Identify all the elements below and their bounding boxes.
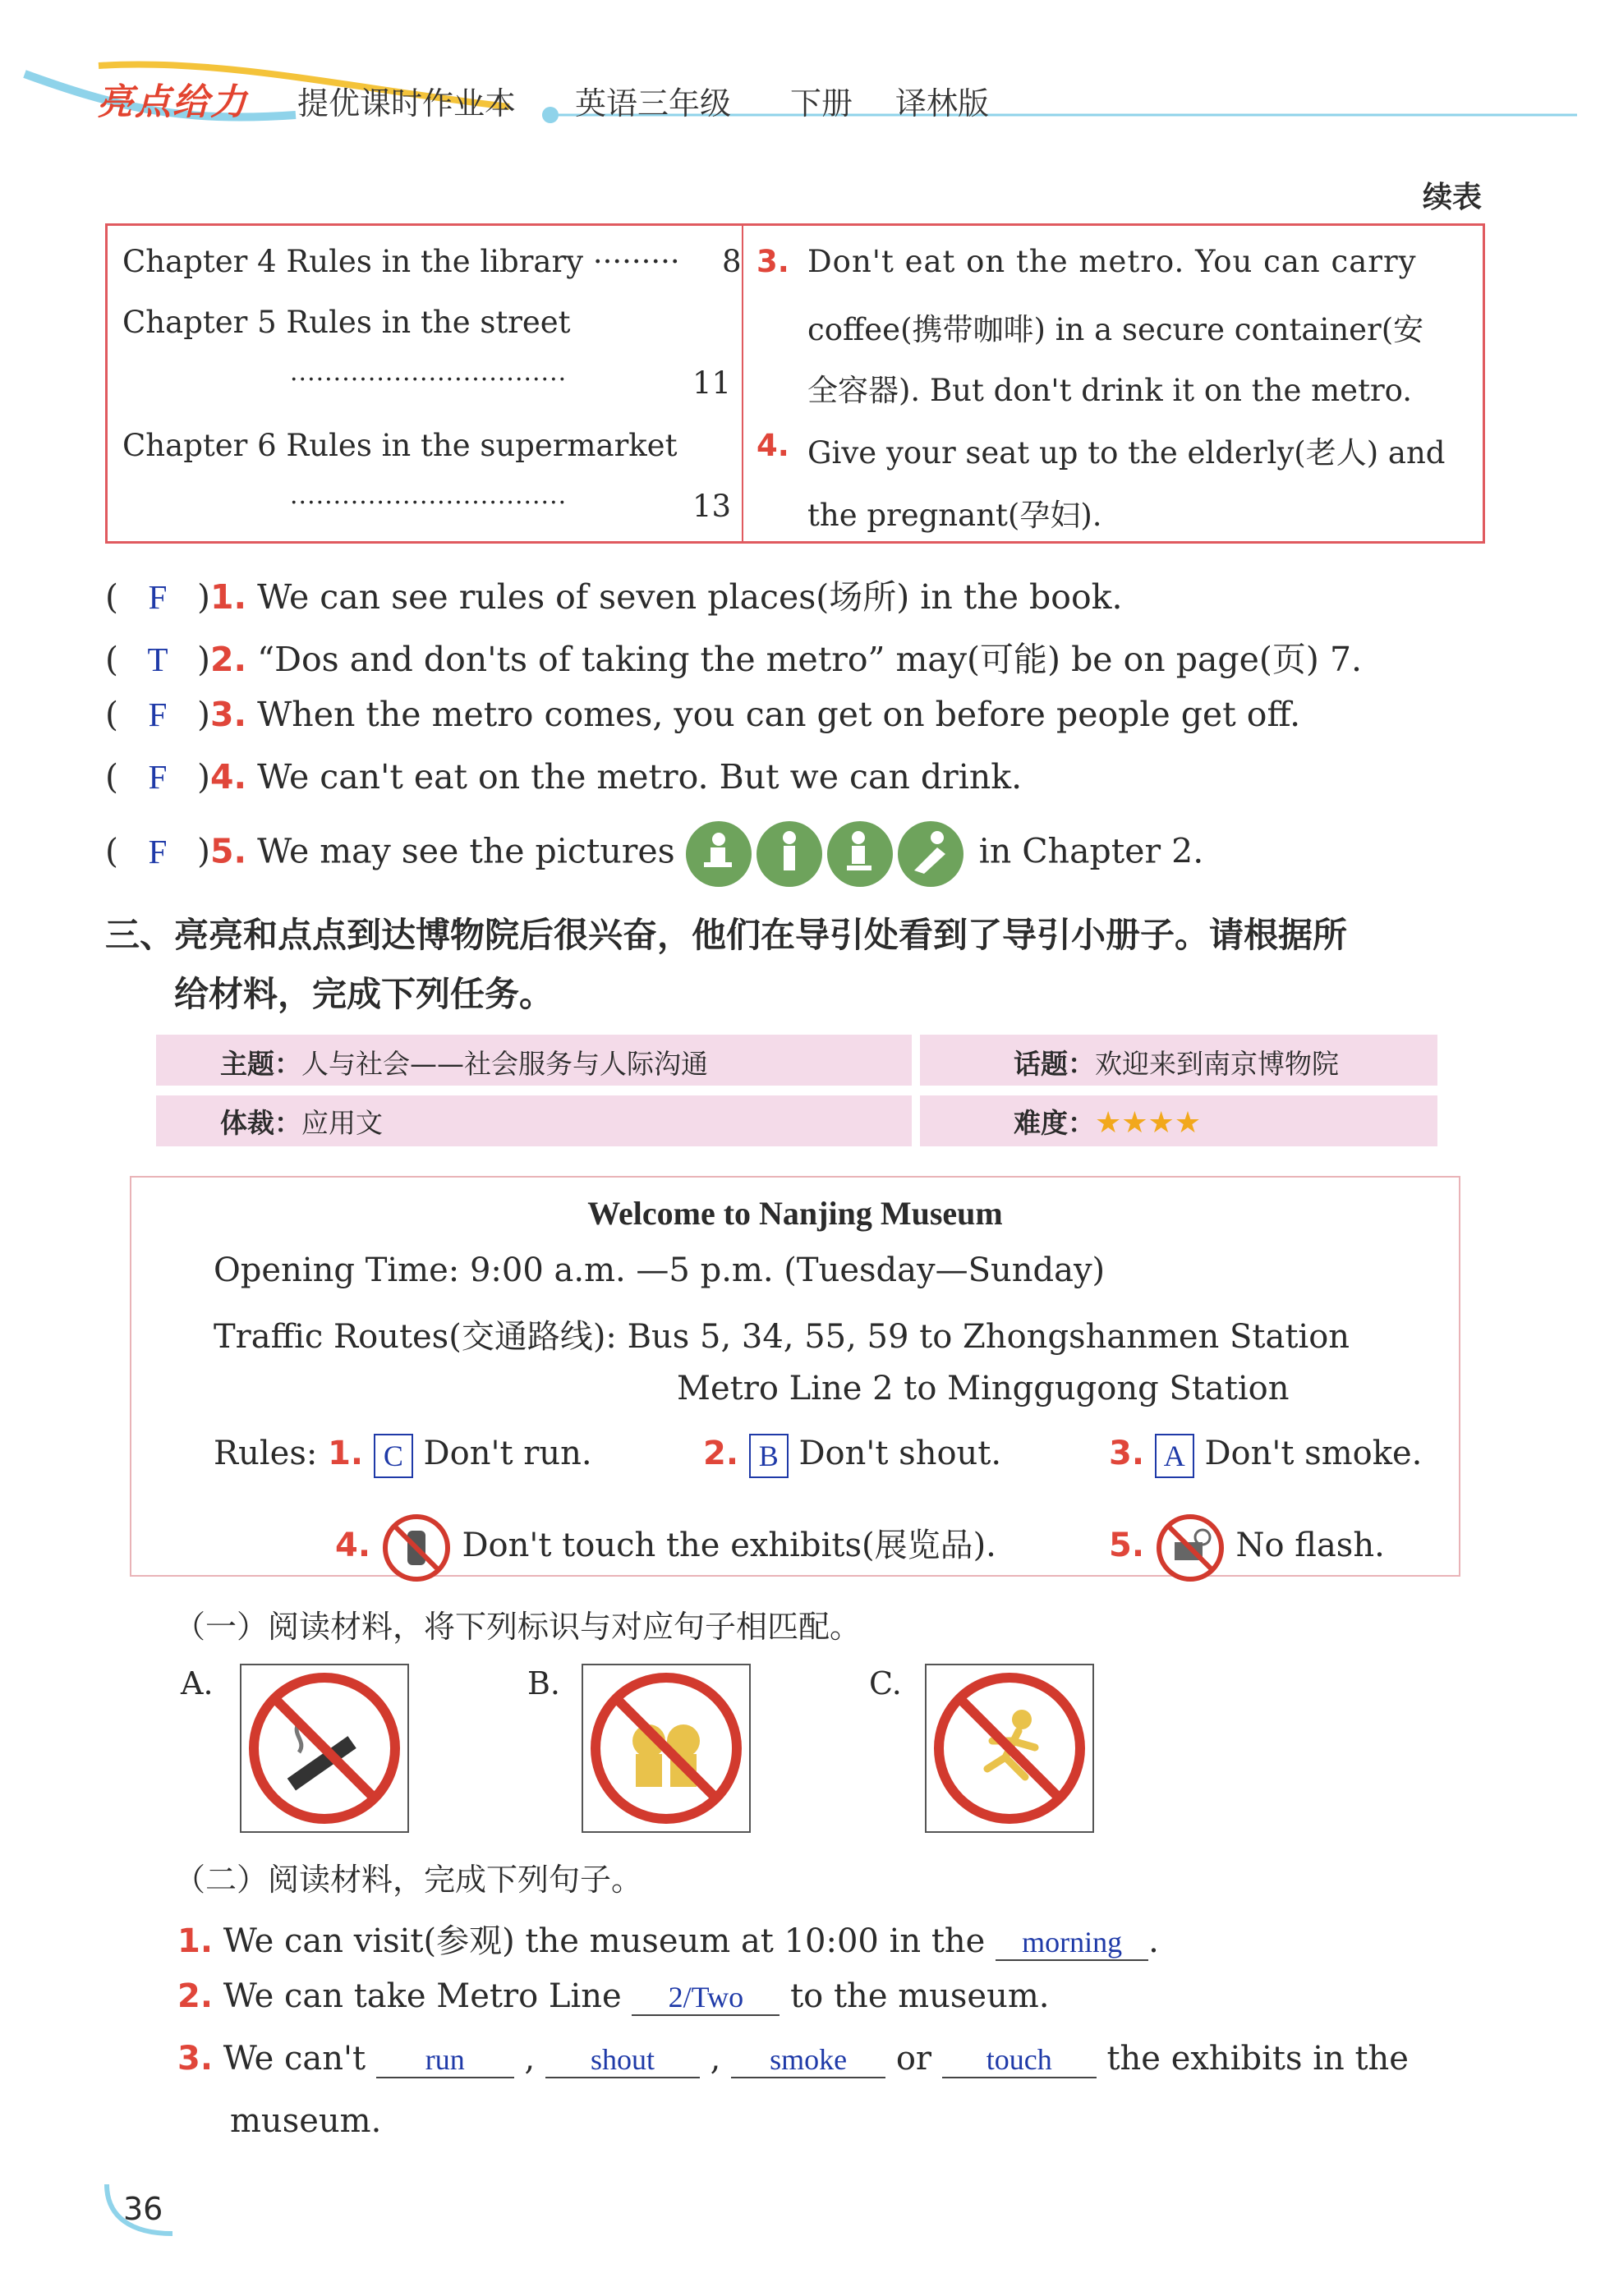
no-shouting-sign (582, 1664, 751, 1833)
volume-title: 下册 (790, 85, 853, 122)
brand-logo: 亮点给力 (97, 81, 248, 123)
edition-title: 译林版 (895, 85, 990, 122)
tf-question-3: ( F )3. When the metro comes, you can get on before people get off. (105, 695, 1301, 734)
no-touch-icon (381, 1513, 452, 1583)
difficulty-stars: ★★★★ (1095, 1106, 1202, 1140)
answer-blank-3c: smoke (731, 2044, 885, 2078)
rules-row-2: 2. B Don't shout. (703, 1434, 1001, 1478)
no-smoking-sign (240, 1664, 409, 1833)
opening-time: Opening Time: 9:00 a.m. —5 p.m. (Tuesday—Sunday) (214, 1251, 1106, 1289)
toc-chapter-5-dots: ································ (290, 365, 568, 394)
series-title: 提优课时作业本 (297, 85, 517, 122)
fill-question-3: 3. We can't run , shout , smoke or touch the exhibits in the (177, 2040, 1409, 2078)
rules-row-1: Rules: 1. C Don't run. (214, 1434, 592, 1478)
tf-question-1: ( F )1. We can see rules of seven places(场所) in the book. (105, 577, 1123, 617)
toc-chapter-4: Chapter 4 Rules in the library ········· 8 (122, 244, 742, 279)
metro-route: Metro Line 2 to Minggugong Station (677, 1370, 1290, 1407)
rule-3-number: 3. (757, 244, 789, 279)
toc-chapter-6: Chapter 6 Rules in the supermarket (122, 428, 678, 463)
rule-3-line-2: coffee(携带咖啡) in a secure container(安 (807, 312, 1424, 347)
section-3-instruction-1: 三、亮亮和点点到达博物院后很兴奋，他们在导引处看到了导引小册子。请根据所 (105, 915, 1348, 955)
option-b-label: B. (527, 1665, 561, 1701)
rule-2-answer: B (749, 1434, 789, 1478)
answer-blank-1: morning (996, 1926, 1148, 1961)
fill-question-1: 1. We can visit(参观) the museum at 10:00 in the morning . (177, 1922, 1159, 1960)
continued-table-label: 续表 (1422, 181, 1482, 214)
no-running-sign (925, 1664, 1094, 1833)
rule-4-line-1: Give your seat up to the elderly(老人) and (807, 435, 1446, 471)
rule-3-line-3: 全容器). But don't drink it on the metro. (807, 373, 1413, 408)
rule-5: 5. No flash. (1109, 1513, 1385, 1583)
option-c-label: C. (869, 1665, 902, 1701)
rule-4-number: 4. (757, 428, 789, 463)
toc-table (105, 223, 1485, 544)
page-number: 36 (123, 2191, 163, 2227)
answer-blank-3a: run (376, 2044, 514, 2078)
resting-person-icon (898, 821, 963, 887)
standing-person-icon (757, 821, 822, 887)
meta-info-box (156, 1035, 1437, 1151)
rule-3-line-1: Don't eat on the metro. You can carry (807, 244, 1417, 279)
tf-question-5: ( F )5. We may see the pictures in Chapter 2. (105, 821, 1203, 887)
topic: 话题：欢迎来到南京博物院 (1014, 1048, 1339, 1080)
rule-3-answer: A (1155, 1434, 1194, 1478)
option-a-label: A. (181, 1665, 214, 1701)
sitting-person-icon (686, 821, 752, 887)
answer-blank-3b: shout (545, 2044, 700, 2078)
answer-blank-2: 2/Two (632, 1981, 780, 2016)
tf-question-4: ( F )4. We can't eat on the metro. But we can drink. (105, 757, 1023, 797)
rule-4: 4. Don't touch the exhibits(展览品). (335, 1513, 996, 1583)
toc-divider (742, 226, 743, 541)
subject-title: 英语三年级 (575, 85, 732, 122)
rules-row-3: 3. A Don't smoke. (1109, 1434, 1422, 1478)
fill-question-2: 2. We can take Metro Line 2/Two to the museum. (177, 1977, 1050, 2015)
toc-chapter-5: Chapter 5 Rules in the street (122, 305, 571, 340)
toc-chapter-6-page: 13 (692, 489, 732, 524)
traffic-routes: Traffic Routes(交通路线): Bus 5, 34, 55, 59 to Zhongshanmen Station (214, 1318, 1350, 1356)
reading-person-icon (827, 821, 893, 887)
answer-blank-3d: touch (942, 2044, 1097, 2078)
tf-question-2: ( T )2. “Dos and don'ts of taking the metro” may(可能) be on page(页) 7. (105, 640, 1363, 679)
museum-notice (130, 1176, 1460, 1577)
theme: 主题：人与社会——社会服务与人际沟通 (220, 1048, 708, 1080)
museum-title: Welcome to Nanjing Museum (587, 1195, 1003, 1232)
difficulty: 难度：★★★★ (1014, 1106, 1202, 1140)
fill-question-3-line-2: museum. (230, 2102, 382, 2140)
section-3-instruction-2: 给材料，完成下列任务。 (174, 974, 554, 1014)
rule-1-answer: C (374, 1434, 413, 1478)
rule-4-line-2: the pregnant(孕妇). (807, 498, 1102, 533)
part-1-instruction: （一）阅读材料，将下列标识与对应句子相匹配。 (174, 1609, 862, 1645)
genre: 体裁：应用文 (220, 1107, 383, 1139)
part-2-instruction: （二）阅读材料，完成下列句子。 (174, 1862, 643, 1898)
toc-chapter-6-dots: ································ (290, 489, 568, 517)
no-flash-icon (1155, 1513, 1226, 1583)
toc-chapter-5-page: 11 (692, 365, 732, 401)
